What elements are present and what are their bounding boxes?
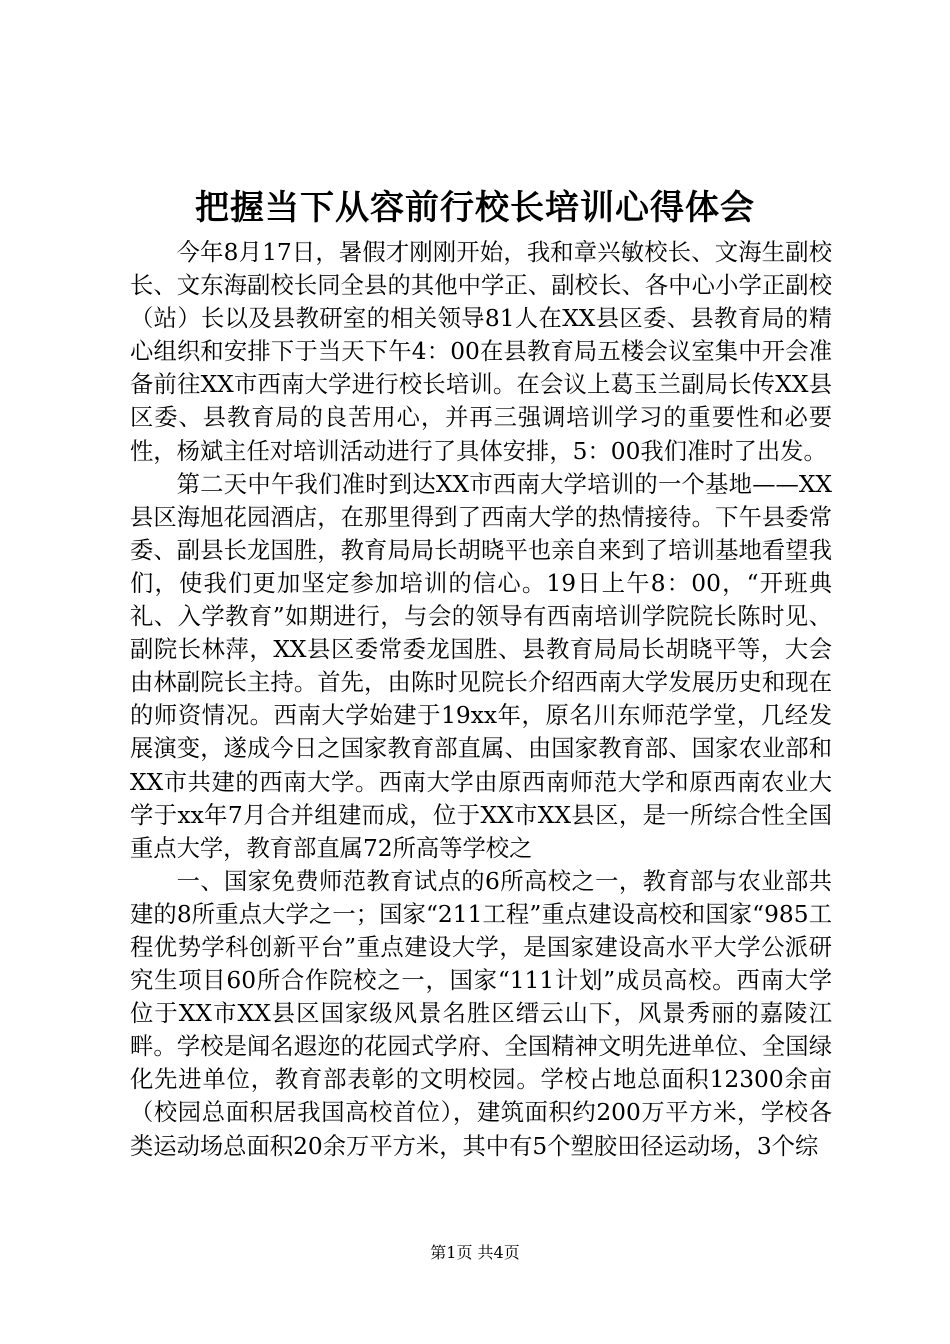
paragraph: 一、国家免费师范教育试点的6所高校之一，教育部与农业部共建的8所重点大学之一；国家“211工程”重点建设高校和国家“985工程优势学科创新平台”重点建设大学，是国家建设高水平大学公派研究生项目60所合作院校之一，国家“111计划”成员高校。西南大学位于XX市XX县区国家级风景名胜区缙云山下，风景秀丽的嘉陵江畔。学校是闻名遐迩的花园式学府、全国精神文明先进单位、全国绿化先进单位，教育部表彰的文明校园。学校占地总面积12300余亩（校园总面积居我国高校首位），建筑面积约200万平方米，学校各类运动场总面积20余万平方米，其中有5个塑胶田径运动场，3个综: [130, 867, 832, 1160]
paragraph: 第二天中午我们准时到达XX市西南大学培训的一个基地——XX县区海旭花园酒店，在那里得到了西南大学的热情接待。下午县委常委、副县长龙国胜，教育局局长胡晓平也亲自来到了培训基地看望我们，使我们更加坚定参加培训的信心。19日上午8：00，“开班典礼、入学教育”如期进行，与会的领导有西南培训学院院长陈时见、副院长林萍，XX县区委常委龙国胜、县教育局局长胡晓平等，大会由林副院长主持。首先，由陈时见院长介绍西南大学发展历史和现在的师资情况。西南大学始建于19xx年，原名川东师范学堂，几经发展演变，遂成今日之国家教育部直属、由国家教育部、国家农业部和XX市共建的西南大学。西南大学由原西南师范大学和原西南农业大学于xx年7月合并组建而成，位于XX市XX县区，是一所综合性全国重点大学，教育部直属72所高等学校之: [130, 470, 832, 862]
document-body: [130, 236, 832, 1163]
page-title: 把握当下从容前行校长培训心得体会: [195, 188, 755, 228]
page-number-footer: 第1页 共4页: [430, 1243, 520, 1262]
paragraph: 今年8月17日，暑假才刚刚开始，我和章兴敏校长、文海生副校长、文东海副校长同全县的其他中学正、副校长、各中心小学正副校（站）长以及县教研室的相关领导81人在XX县区委、县教育局的精心组织和安排下于当天下午4：00在县教育局五楼会议室集中开会准备前往XX市西南大学进行校长培训。在会议上葛玉兰副局长传XX县区委、县教育局的良苦用心，并再三强调培训学习的重要性和必要性，杨斌主任对培训活动进行了具体安排，5：00我们准时了出发。: [130, 239, 832, 465]
